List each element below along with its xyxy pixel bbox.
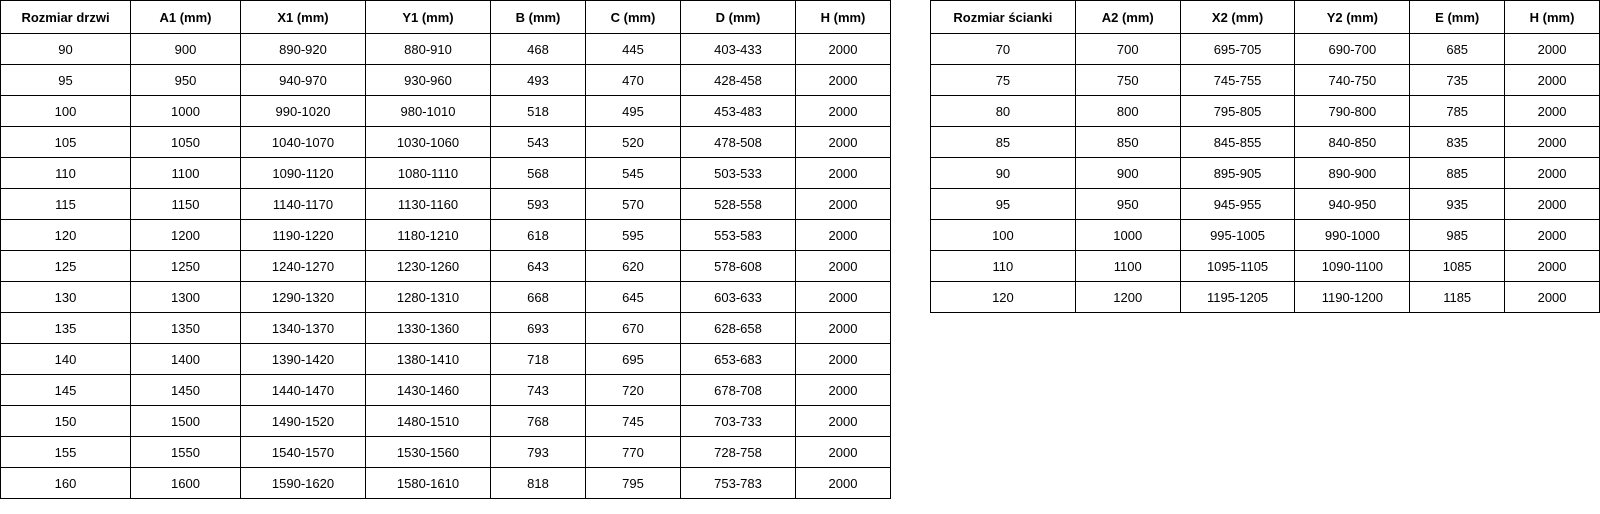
doors-cell: 793 <box>491 437 586 468</box>
walls-cell: 1000 <box>1075 220 1180 251</box>
walls-cell: 885 <box>1410 158 1505 189</box>
walls-cell: 895-905 <box>1180 158 1295 189</box>
table-row <box>931 65 1600 96</box>
doors-cell: 1400 <box>131 344 241 375</box>
doors-cell: 1330-1360 <box>366 313 491 344</box>
doors-cell: 518 <box>491 96 586 127</box>
walls-cell: 70 <box>931 34 1076 65</box>
walls-cell: 845-855 <box>1180 127 1295 158</box>
walls-cell: 945-955 <box>1180 189 1295 220</box>
doors-cell: 768 <box>491 406 586 437</box>
doors-cell: 520 <box>586 127 681 158</box>
walls-cell: 740-750 <box>1295 65 1410 96</box>
doors-column-header: Y1 (mm) <box>366 1 491 34</box>
walls-cell: 2000 <box>1505 282 1600 313</box>
doors-cell: 795 <box>586 468 681 499</box>
doors-cell: 703-733 <box>681 406 796 437</box>
walls-cell: 1085 <box>1410 251 1505 282</box>
walls-cell: 1190-1200 <box>1295 282 1410 313</box>
doors-cell: 578-608 <box>681 251 796 282</box>
doors-column-header: A1 (mm) <box>131 1 241 34</box>
walls-cell: 990-1000 <box>1295 220 1410 251</box>
doors-column-header: X1 (mm) <box>241 1 366 34</box>
doors-cell: 770 <box>586 437 681 468</box>
doors-cell: 2000 <box>796 344 891 375</box>
doors-cell: 1450 <box>131 375 241 406</box>
table-row <box>1 189 891 220</box>
doors-cell: 595 <box>586 220 681 251</box>
doors-cell: 1590-1620 <box>241 468 366 499</box>
doors-cell: 1040-1070 <box>241 127 366 158</box>
walls-cell: 1090-1100 <box>1295 251 1410 282</box>
walls-cell: 685 <box>1410 34 1505 65</box>
doors-cell: 543 <box>491 127 586 158</box>
doors-cell: 1440-1470 <box>241 375 366 406</box>
table-body <box>931 34 1600 313</box>
doors-cell: 670 <box>586 313 681 344</box>
table-row <box>1 282 891 313</box>
doors-cell: 1540-1570 <box>241 437 366 468</box>
doors-cell: 125 <box>1 251 131 282</box>
table-row <box>1 468 891 499</box>
walls-cell: 985 <box>1410 220 1505 251</box>
walls-cell: 1200 <box>1075 282 1180 313</box>
doors-cell: 1180-1210 <box>366 220 491 251</box>
table-row <box>931 220 1600 251</box>
doors-column-header: B (mm) <box>491 1 586 34</box>
doors-cell: 130 <box>1 282 131 313</box>
doors-cell: 818 <box>491 468 586 499</box>
table-body <box>1 34 891 499</box>
doors-cell: 135 <box>1 313 131 344</box>
doors-cell: 120 <box>1 220 131 251</box>
doors-cell: 1030-1060 <box>366 127 491 158</box>
walls-cell: 1095-1105 <box>1180 251 1295 282</box>
doors-cell: 1350 <box>131 313 241 344</box>
walls-cell: 80 <box>931 96 1076 127</box>
walls-cell: 790-800 <box>1295 96 1410 127</box>
doors-cell: 95 <box>1 65 131 96</box>
doors-cell: 1480-1510 <box>366 406 491 437</box>
doors-cell: 645 <box>586 282 681 313</box>
table-header-row <box>931 1 1600 34</box>
walls-cell: 85 <box>931 127 1076 158</box>
doors-cell: 2000 <box>796 406 891 437</box>
doors-cell: 445 <box>586 34 681 65</box>
doors-cell: 618 <box>491 220 586 251</box>
doors-column-header: C (mm) <box>586 1 681 34</box>
doors-cell: 2000 <box>796 468 891 499</box>
doors-cell: 1600 <box>131 468 241 499</box>
walls-column-header: H (mm) <box>1505 1 1600 34</box>
walls-column-header: A2 (mm) <box>1075 1 1180 34</box>
table-row <box>931 251 1600 282</box>
walls-cell: 2000 <box>1505 220 1600 251</box>
doors-cell: 1090-1120 <box>241 158 366 189</box>
doors-cell: 720 <box>586 375 681 406</box>
walls-column-header: Rozmiar ścianki <box>931 1 1076 34</box>
table-row <box>1 313 891 344</box>
doors-cell: 1430-1460 <box>366 375 491 406</box>
walls-cell: 1100 <box>1075 251 1180 282</box>
walls-cell: 795-805 <box>1180 96 1295 127</box>
doors-cell: 570 <box>586 189 681 220</box>
doors-cell: 2000 <box>796 251 891 282</box>
walls-cell: 750 <box>1075 65 1180 96</box>
doors-cell: 1290-1320 <box>241 282 366 313</box>
doors-cell: 2000 <box>796 220 891 251</box>
walls-cell: 2000 <box>1505 127 1600 158</box>
walls-cell: 935 <box>1410 189 1505 220</box>
doors-cell: 145 <box>1 375 131 406</box>
doors-cell: 1200 <box>131 220 241 251</box>
walls-cell: 90 <box>931 158 1076 189</box>
doors-cell: 1580-1610 <box>366 468 491 499</box>
walls-cell: 2000 <box>1505 96 1600 127</box>
doors-cell: 693 <box>491 313 586 344</box>
walls-cell: 695-705 <box>1180 34 1295 65</box>
walls-cell: 690-700 <box>1295 34 1410 65</box>
doors-cell: 990-1020 <box>241 96 366 127</box>
walls-cell: 2000 <box>1505 189 1600 220</box>
doors-cell: 620 <box>586 251 681 282</box>
doors-cell: 1340-1370 <box>241 313 366 344</box>
doors-cell: 668 <box>491 282 586 313</box>
doors-column-header: H (mm) <box>796 1 891 34</box>
doors-cell: 503-533 <box>681 158 796 189</box>
doors-cell: 100 <box>1 96 131 127</box>
walls-cell: 950 <box>1075 189 1180 220</box>
doors-cell: 678-708 <box>681 375 796 406</box>
walls-cell: 100 <box>931 220 1076 251</box>
table-row <box>931 127 1600 158</box>
walls-cell: 840-850 <box>1295 127 1410 158</box>
doors-cell: 1280-1310 <box>366 282 491 313</box>
doors-cell: 2000 <box>796 313 891 344</box>
walls-cell: 2000 <box>1505 251 1600 282</box>
doors-cell: 1100 <box>131 158 241 189</box>
walls-cell: 2000 <box>1505 158 1600 189</box>
walls-cell: 1195-1205 <box>1180 282 1295 313</box>
doors-cell: 115 <box>1 189 131 220</box>
walls-column-header: E (mm) <box>1410 1 1505 34</box>
walls-cell: 2000 <box>1505 34 1600 65</box>
doors-cell: 528-558 <box>681 189 796 220</box>
table-row <box>1 344 891 375</box>
doors-cell: 553-583 <box>681 220 796 251</box>
doors-cell: 468 <box>491 34 586 65</box>
doors-cell: 2000 <box>796 65 891 96</box>
doors-cell: 1190-1220 <box>241 220 366 251</box>
table-row <box>1 96 891 127</box>
doors-cell: 718 <box>491 344 586 375</box>
doors-cell: 2000 <box>796 375 891 406</box>
doors-cell: 2000 <box>796 96 891 127</box>
walls-cell: 940-950 <box>1295 189 1410 220</box>
doors-cell: 428-458 <box>681 65 796 96</box>
doors-cell: 1530-1560 <box>366 437 491 468</box>
walls-cell: 2000 <box>1505 65 1600 96</box>
doors-cell: 90 <box>1 34 131 65</box>
doors-cell: 105 <box>1 127 131 158</box>
doors-cell: 603-633 <box>681 282 796 313</box>
walls-cell: 995-1005 <box>1180 220 1295 251</box>
doors-cell: 1050 <box>131 127 241 158</box>
doors-cell: 643 <box>491 251 586 282</box>
doors-cell: 1000 <box>131 96 241 127</box>
doors-cell: 1380-1410 <box>366 344 491 375</box>
doors-cell: 1080-1110 <box>366 158 491 189</box>
doors-cell: 1550 <box>131 437 241 468</box>
table-row <box>1 375 891 406</box>
table-row <box>1 34 891 65</box>
doors-cell: 940-970 <box>241 65 366 96</box>
walls-cell: 785 <box>1410 96 1505 127</box>
doors-cell: 1500 <box>131 406 241 437</box>
doors-cell: 155 <box>1 437 131 468</box>
doors-cell: 160 <box>1 468 131 499</box>
doors-cell: 110 <box>1 158 131 189</box>
doors-cell: 493 <box>491 65 586 96</box>
doors-cell: 593 <box>491 189 586 220</box>
doors-cell: 568 <box>491 158 586 189</box>
doors-cell: 1130-1160 <box>366 189 491 220</box>
table-row <box>931 96 1600 127</box>
doors-cell: 1240-1270 <box>241 251 366 282</box>
doors-cell: 930-960 <box>366 65 491 96</box>
table-row <box>931 282 1600 313</box>
doors-cell: 2000 <box>796 189 891 220</box>
walls-cell: 110 <box>931 251 1076 282</box>
doors-column-header: D (mm) <box>681 1 796 34</box>
doors-cell: 1300 <box>131 282 241 313</box>
walls-cell: 700 <box>1075 34 1180 65</box>
doors-cell: 628-658 <box>681 313 796 344</box>
table-row <box>931 158 1600 189</box>
doors-cell: 980-1010 <box>366 96 491 127</box>
doors-cell: 1230-1260 <box>366 251 491 282</box>
table-row <box>1 220 891 251</box>
table-header-row <box>1 1 891 34</box>
doors-cell: 743 <box>491 375 586 406</box>
doors-cell: 1250 <box>131 251 241 282</box>
table-row <box>1 437 891 468</box>
table-row <box>931 34 1600 65</box>
walls-dimensions-table <box>930 0 1600 313</box>
doors-cell: 495 <box>586 96 681 127</box>
doors-cell: 950 <box>131 65 241 96</box>
table-row <box>1 65 891 96</box>
doors-cell: 2000 <box>796 282 891 313</box>
doors-cell: 140 <box>1 344 131 375</box>
walls-cell: 735 <box>1410 65 1505 96</box>
doors-cell: 545 <box>586 158 681 189</box>
walls-column-header: Y2 (mm) <box>1295 1 1410 34</box>
doors-cell: 900 <box>131 34 241 65</box>
doors-cell: 2000 <box>796 158 891 189</box>
walls-cell: 890-900 <box>1295 158 1410 189</box>
doors-cell: 150 <box>1 406 131 437</box>
doors-cell: 1140-1170 <box>241 189 366 220</box>
walls-cell: 120 <box>931 282 1076 313</box>
doors-cell: 403-433 <box>681 34 796 65</box>
doors-cell: 1390-1420 <box>241 344 366 375</box>
doors-cell: 2000 <box>796 437 891 468</box>
doors-cell: 453-483 <box>681 96 796 127</box>
walls-cell: 95 <box>931 189 1076 220</box>
doors-cell: 695 <box>586 344 681 375</box>
table-row <box>1 406 891 437</box>
table-row <box>1 158 891 189</box>
walls-column-header: X2 (mm) <box>1180 1 1295 34</box>
doors-cell: 890-920 <box>241 34 366 65</box>
doors-cell: 728-758 <box>681 437 796 468</box>
walls-dimensions-table-container <box>930 0 1600 313</box>
walls-cell: 800 <box>1075 96 1180 127</box>
doors-cell: 478-508 <box>681 127 796 158</box>
doors-cell: 1150 <box>131 189 241 220</box>
doors-cell: 2000 <box>796 34 891 65</box>
doors-cell: 653-683 <box>681 344 796 375</box>
doors-cell: 880-910 <box>366 34 491 65</box>
doors-cell: 753-783 <box>681 468 796 499</box>
table-row <box>1 127 891 158</box>
walls-cell: 745-755 <box>1180 65 1295 96</box>
walls-cell: 1185 <box>1410 282 1505 313</box>
walls-cell: 75 <box>931 65 1076 96</box>
doors-cell: 470 <box>586 65 681 96</box>
table-row <box>931 189 1600 220</box>
walls-cell: 850 <box>1075 127 1180 158</box>
doors-column-header: Rozmiar drzwi <box>1 1 131 34</box>
doors-cell: 745 <box>586 406 681 437</box>
doors-cell: 2000 <box>796 127 891 158</box>
walls-cell: 835 <box>1410 127 1505 158</box>
walls-cell: 900 <box>1075 158 1180 189</box>
table-row <box>1 251 891 282</box>
doors-cell: 1490-1520 <box>241 406 366 437</box>
